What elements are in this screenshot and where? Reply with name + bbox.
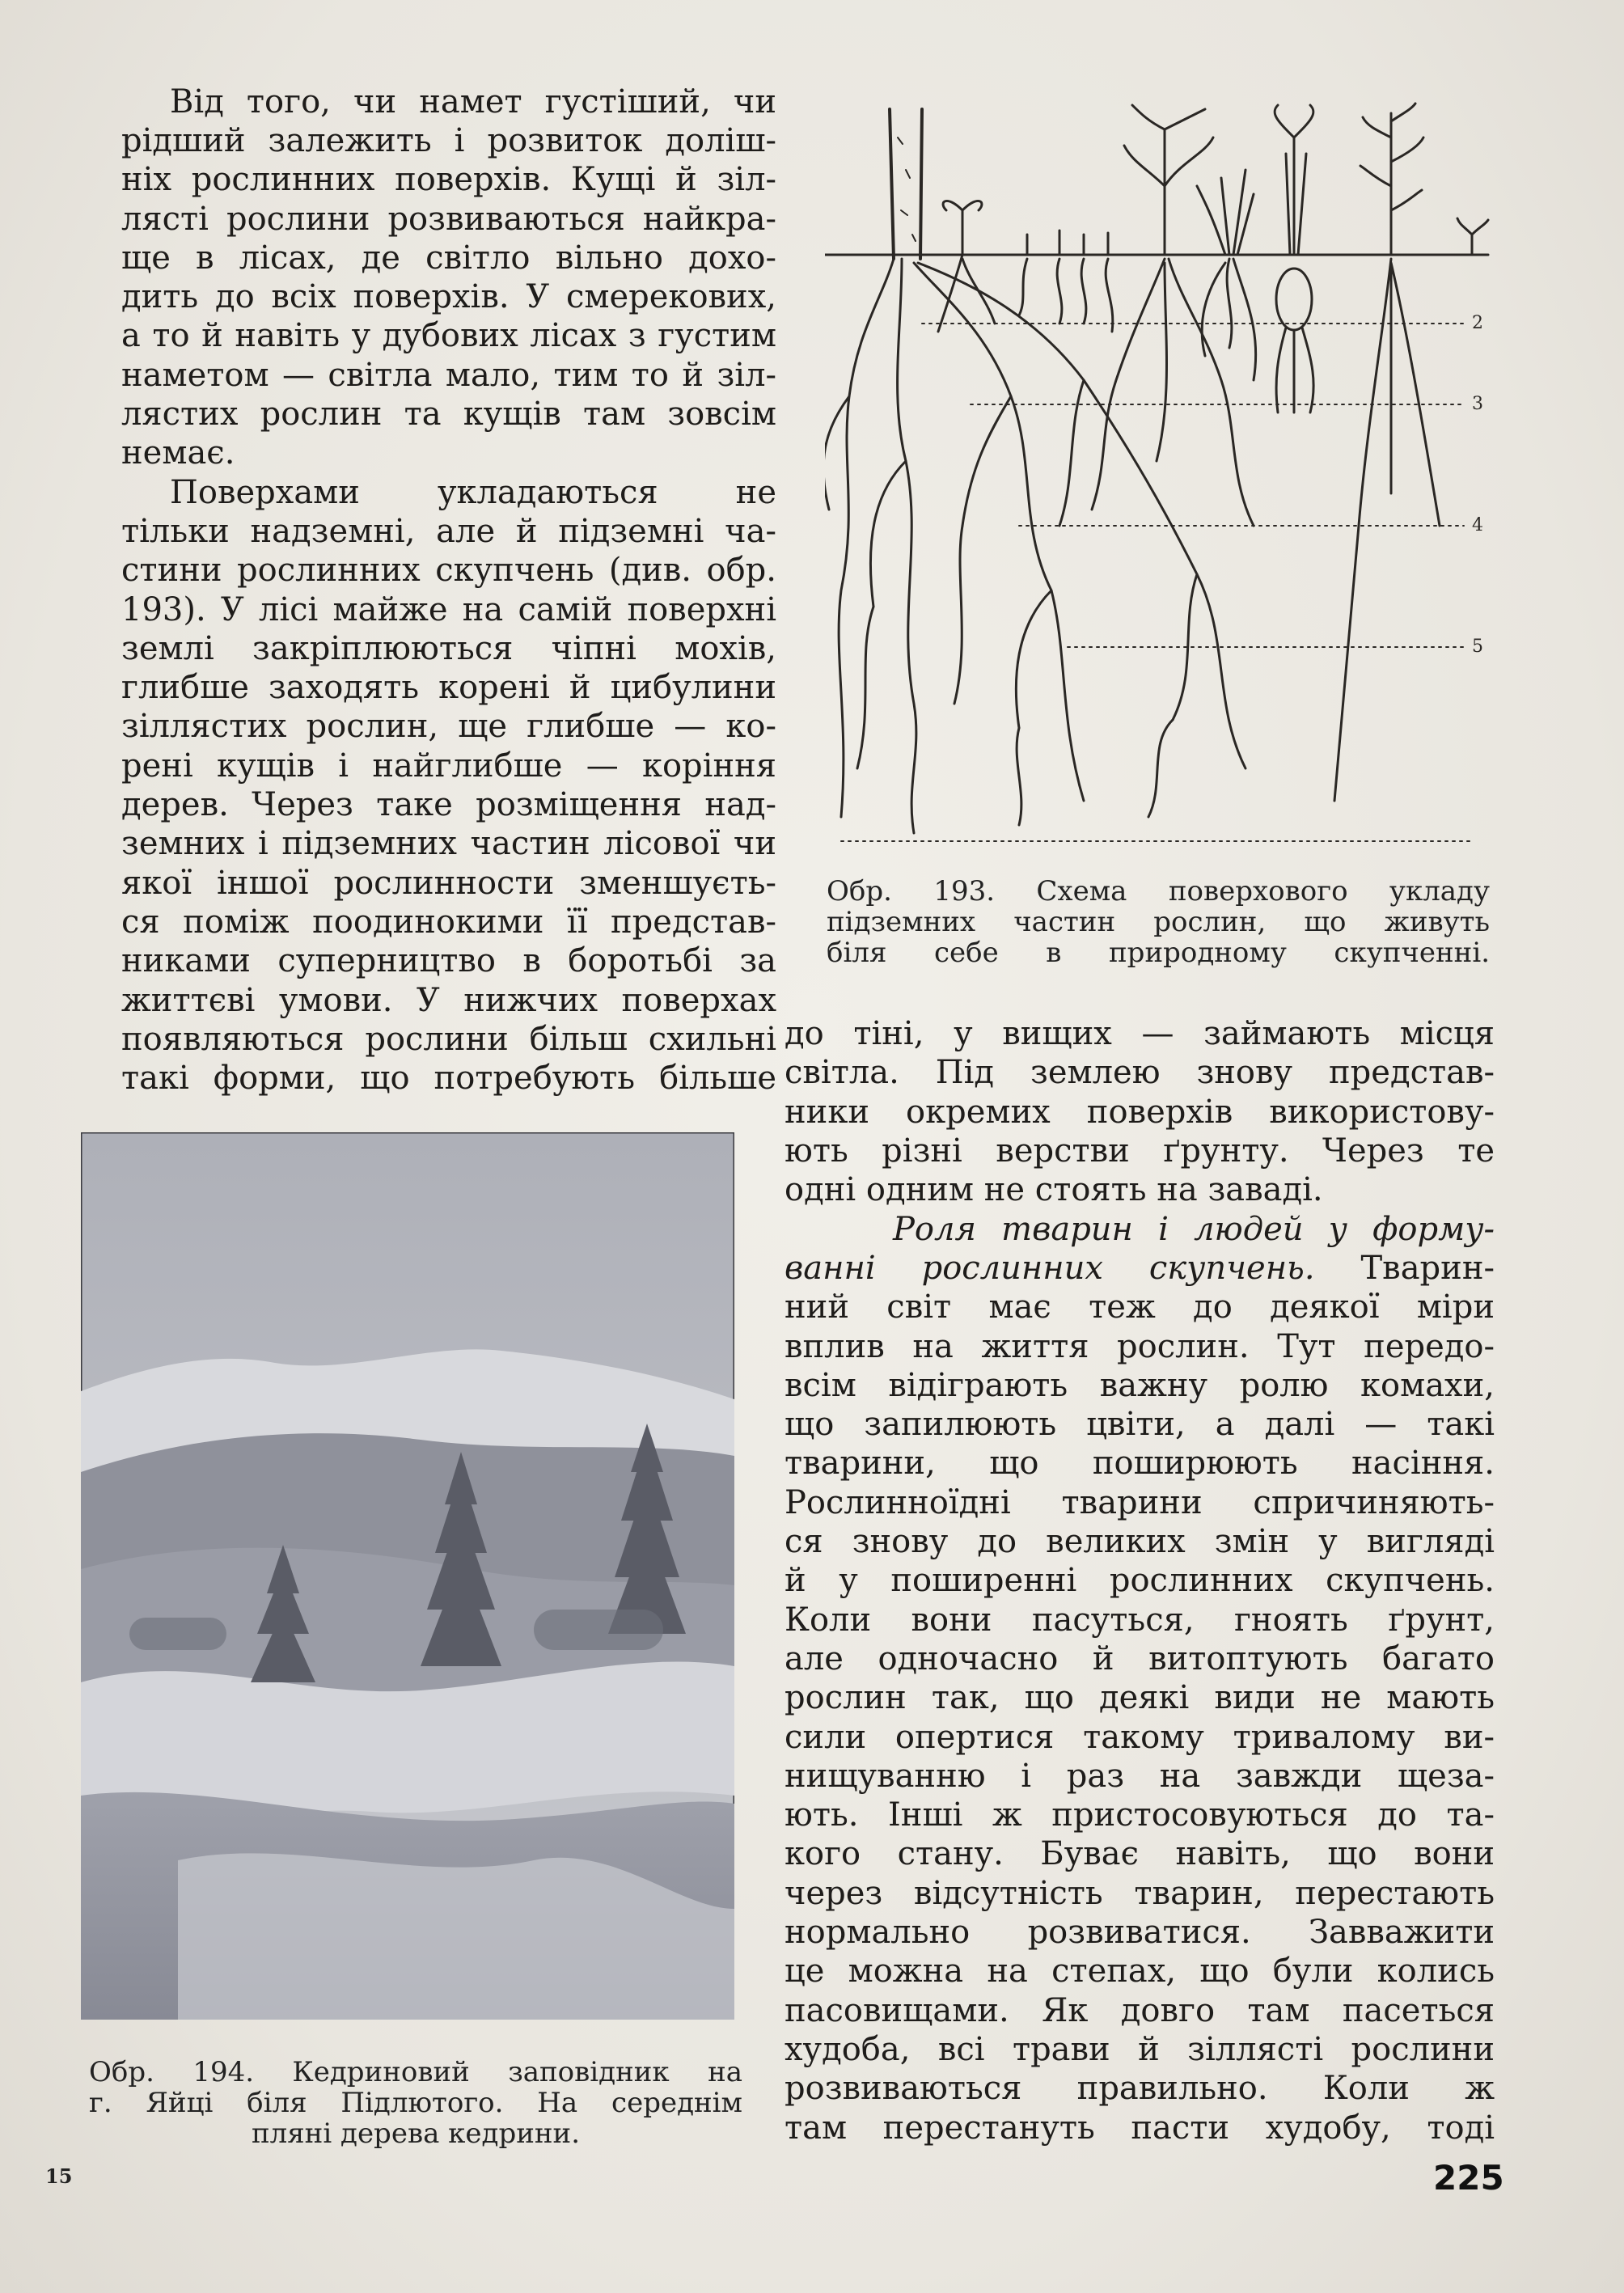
- right-column-text-2: [785, 1249, 1495, 2147]
- text-line: й у поширенні рослинних скупчень.: [785, 1562, 1495, 1600]
- text-line: нищуванню і раз на завжди щеза-: [785, 1757, 1495, 1795]
- text-line: через відсутність тварин, перестають: [785, 1874, 1495, 1912]
- caption-line: підземних частин рослин, що живуть: [827, 906, 1490, 938]
- text-line: розвиваються правильно. Коли ж: [785, 2070, 1495, 2108]
- text-line: пасовищами. Як довго там пасеться: [785, 1991, 1495, 2029]
- text-line: там перестануть пасти худобу, тоді: [785, 2109, 1495, 2147]
- text-line: лясті рослини розвиваються найкра-: [121, 200, 776, 238]
- text-line: світла. Під землею знову представ-: [785, 1054, 1495, 1092]
- text-line: зіллястих рослин, ще глибше — ко-: [121, 708, 776, 746]
- text-line: немає.: [121, 434, 235, 472]
- text-line: земних і підземних частин лісової чи: [121, 825, 776, 863]
- text-line: лястих рослин та кущів там зовсім: [121, 396, 776, 434]
- text-line: ники окремих поверхів використову-: [785, 1093, 1495, 1131]
- text-line: рені кущів і найглибше — коріння: [121, 747, 776, 785]
- text-line: дить до всіх поверхів. У смерекових,: [121, 278, 776, 316]
- text-line: Від того, чи намет густіший, чи: [170, 83, 776, 121]
- caption-line: біля себе в природному скупченні.: [827, 937, 1490, 969]
- text-line: ся знову до великих змін у вигляді: [785, 1523, 1495, 1561]
- left-column-para2-first: [170, 473, 776, 512]
- text-line: тварини, що поширюють насіння.: [785, 1445, 1495, 1483]
- text-line: ще в лісах, де світло вільно дохо-: [121, 239, 776, 277]
- caption-line: Обр. 193. Схема поверхового укладу: [827, 875, 1490, 907]
- page-number: 225: [1433, 2158, 1504, 2198]
- text-line: наметом — світла мало, тим то й зіл-: [121, 356, 776, 394]
- text-line: кого стану. Буває навіть, що вони: [785, 1835, 1495, 1873]
- text-line: одні одним не стоять на заваді.: [785, 1171, 1323, 1209]
- caption-line: г. Яйці біля Підлютого. На середнім: [89, 2087, 742, 2119]
- text-line: тільки надземні, але й підземні ча-: [121, 513, 776, 550]
- text-line: ють. Інші ж пристосовуються до та-: [785, 1796, 1495, 1834]
- text-line: Коли вони пасуться, гноять ґрунт,: [785, 1601, 1495, 1639]
- text-line: 193). У лісі майже на самій поверхні: [121, 590, 776, 628]
- text-line: никами суперництво в боротьбі за: [121, 942, 776, 980]
- text-line: але одночасно й витоптують багато: [785, 1639, 1495, 1677]
- text-line: до тіні, у вищих — займають місця: [785, 1015, 1495, 1052]
- text-line: рідший залежить і розвиток доліш-: [121, 122, 776, 159]
- figure-194-photo: [81, 1132, 734, 2020]
- text-line: якої іншої рослинности зменшуєть-: [121, 864, 776, 902]
- text-line: а то й навіть у дубових лісах з густим: [121, 317, 776, 355]
- text-line: ють різні верстви ґрунту. Через те: [785, 1132, 1495, 1170]
- text-line: худоба, всі трави й зіллясті рослини: [785, 2030, 1495, 2068]
- text-line: Рослинноїдні тварини спричиняють-: [785, 1483, 1495, 1521]
- caption-line: Обр. 194. Кедриновий заповідник на: [89, 2056, 742, 2088]
- section-heading-line-1: Роля тварин і людей у форму-: [893, 1211, 1495, 1248]
- caption-line: пляні дерева кедрини.: [251, 2117, 581, 2150]
- left-column-para2: [121, 512, 776, 1098]
- text-line: ніх рослинних поверхів. Кущі й зіл-: [121, 161, 776, 199]
- section-heading-line-2: ванні рослинних скупчень.: [785, 1250, 1315, 1287]
- text-line: нормально розвиватися. Завважити: [785, 1914, 1495, 1952]
- figure-193-caption: [827, 876, 1490, 968]
- text-line: це можна на степах, що були колись: [785, 1952, 1495, 1991]
- text-line: появляються рослини більш схильні: [121, 1020, 776, 1058]
- layer-number-5: 5: [1472, 637, 1483, 657]
- left-column-text: [170, 82, 776, 121]
- text-line: глибше заходять корені й цибулини: [121, 669, 776, 707]
- text-line: вплив на життя рослин. Тут передо-: [785, 1327, 1495, 1365]
- figure-194-caption: [89, 2057, 742, 2149]
- text-line: дерев. Через таке розміщення над-: [121, 786, 776, 824]
- layer-number-2: 2: [1472, 313, 1483, 333]
- text-line: Поверхами укладаються не: [170, 474, 776, 511]
- italic-heading: [893, 1210, 1495, 1249]
- figure-193-root-diagram: [825, 89, 1504, 857]
- layer-number-4: 4: [1472, 515, 1483, 535]
- printer-signature-mark: 15: [45, 2164, 73, 2188]
- text-line: землі закріплюються чіпні мохів,: [121, 629, 776, 667]
- text-line: сили опертися такому тривалому ви-: [785, 1718, 1495, 1756]
- right-column-text: [785, 1014, 1495, 1209]
- text-line: стини рослинних скупчень (див. обр.: [121, 552, 776, 590]
- left-column-body: [121, 121, 776, 473]
- text-line: такі форми, що потребують більше: [121, 1060, 776, 1098]
- layer-number-3: 3: [1472, 394, 1483, 414]
- text-line: всім відіграють важну ролю комахи,: [785, 1366, 1495, 1404]
- text-line: ний світ має теж до деякої міри: [785, 1288, 1495, 1326]
- text-line: ся поміж поодинокими її представ-: [121, 903, 776, 941]
- text-line: що запилюють цвіти, а далі — такі: [785, 1406, 1495, 1444]
- text-line: ванні рослинних скупчень. Тварин-: [785, 1250, 1495, 1287]
- text-line: життєві умови. У нижчих поверхах: [121, 981, 776, 1019]
- text-line: рослин так, що деякі види не мають: [785, 1679, 1495, 1717]
